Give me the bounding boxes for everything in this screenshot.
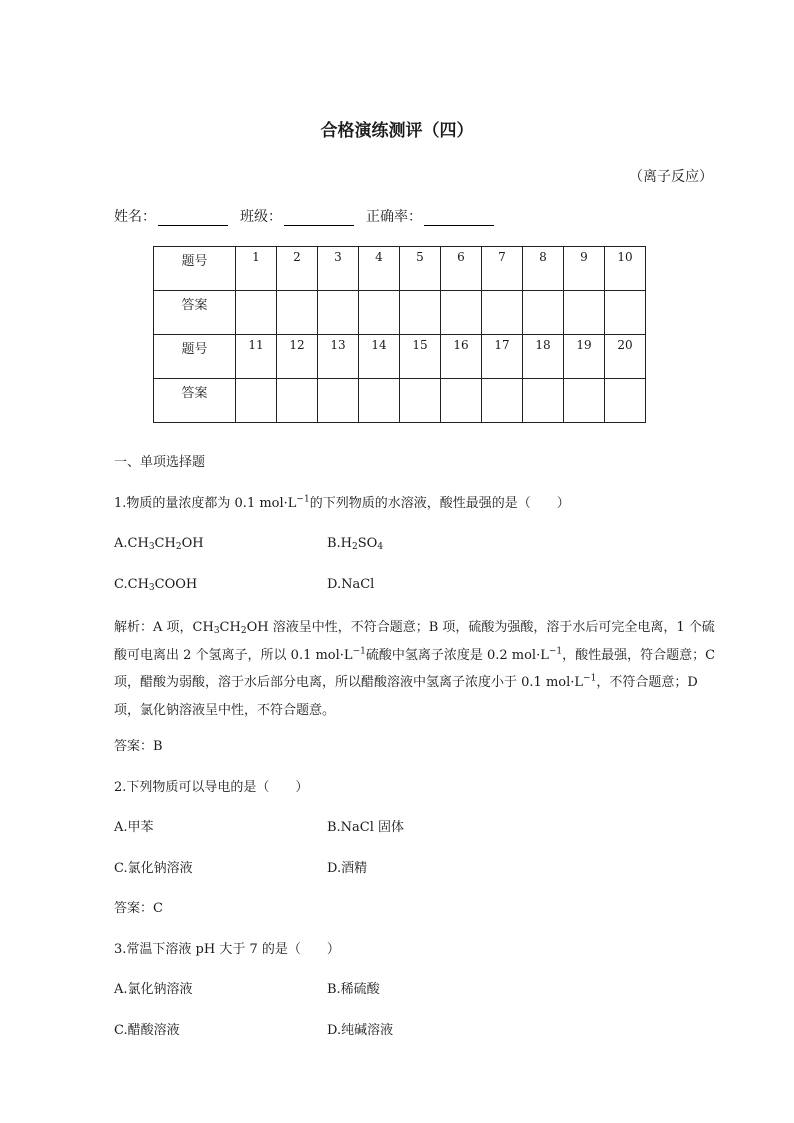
- q3-option-a[interactable]: A.氯化钠溶液: [114, 982, 193, 997]
- q1-expl-text-2: CH: [219, 620, 241, 635]
- answer-cell[interactable]: [400, 291, 441, 335]
- answer-cell[interactable]: [400, 379, 441, 423]
- question-number: 16: [441, 335, 482, 379]
- answer-cell[interactable]: [564, 291, 605, 335]
- answer-cell[interactable]: [523, 379, 564, 423]
- answer-cell[interactable]: [359, 291, 400, 335]
- q1-opt-b-text: B.H: [327, 536, 353, 551]
- q1-expl-text-5: ，酸性最强，符合题意；C 项，醋酸为弱酸，溶于水后部分电离，所以醋酸溶液中氢离子浓度小于 0.1 mol·L: [114, 647, 716, 690]
- question-number: 13: [318, 335, 359, 379]
- question-number: 11: [236, 335, 277, 379]
- question-number: 10: [605, 247, 646, 291]
- q1-expl-sub: 3: [213, 626, 220, 636]
- answer-cell[interactable]: [482, 291, 523, 335]
- answer-cell[interactable]: [236, 291, 277, 335]
- answer-cell[interactable]: [605, 379, 646, 423]
- q1-stem-text-2: 的下列物质的水溶液，酸性最强的是（ ）: [309, 495, 570, 511]
- question-number: 3: [318, 247, 359, 291]
- q1-option-a[interactable]: [114, 533, 327, 574]
- q2-option-d[interactable]: D.酒精: [327, 860, 368, 876]
- question-1-options-row-2: [114, 574, 718, 615]
- answer-cell[interactable]: [277, 291, 318, 335]
- answer-cell[interactable]: [318, 379, 359, 423]
- number-row-2: [154, 335, 646, 379]
- question-2-stem: 2.下列物质可以导电的是（ ）: [114, 779, 309, 795]
- row-label-answer: 答案: [154, 379, 236, 423]
- q1-opt-a-sub: 3: [148, 542, 155, 552]
- question-3-options-row-2: [114, 1020, 718, 1061]
- q1-opt-c-text: C.CH: [114, 576, 149, 592]
- answer-cell[interactable]: [564, 379, 605, 423]
- q1-option-d[interactable]: D.NaCl: [327, 576, 375, 592]
- q1-stem-text: 1.物质的量浓度都为 0.1 mol·L: [114, 495, 297, 511]
- question-number: 19: [564, 335, 605, 379]
- q2-option-c[interactable]: C.氯化钠溶液: [114, 860, 193, 876]
- q1-opt-a-text-3: OH: [181, 536, 204, 551]
- question-number: 15: [400, 335, 441, 379]
- question-number: 9: [564, 247, 605, 291]
- answer-cell[interactable]: [441, 291, 482, 335]
- question-number: 6: [441, 247, 482, 291]
- q3-option-d[interactable]: D.纯碱溶液: [327, 1022, 394, 1038]
- answer-row-1: [154, 291, 646, 335]
- q1-expl-text-6: ，不符合题意；D 项，氯化钠溶液呈中性，不符合题意。: [114, 675, 698, 718]
- accuracy-blank: [424, 209, 494, 226]
- row-label-number: 题号: [154, 335, 236, 379]
- question-number: 4: [359, 247, 400, 291]
- question-1-stem: [114, 493, 718, 534]
- q1-opt-a-text-2: CH: [154, 536, 176, 551]
- q1-option-c[interactable]: [114, 574, 327, 615]
- q1-stem-sup: −1: [296, 494, 310, 505]
- answer-cell[interactable]: [482, 379, 523, 423]
- answer-cell[interactable]: [277, 379, 318, 423]
- student-info: [114, 206, 506, 226]
- q1-expl-sup-2: −1: [548, 646, 563, 657]
- question-number: 14: [359, 335, 400, 379]
- question-number: 7: [482, 247, 523, 291]
- question-number: 5: [400, 247, 441, 291]
- accuracy-label: 正确率：: [366, 209, 422, 225]
- q3-option-c[interactable]: C.醋酸溶液: [114, 1022, 180, 1038]
- q1-expl-sub-2: 2: [240, 626, 247, 636]
- question-3-options-row-1: [114, 979, 718, 1020]
- q1-opt-a-text: A.CH: [114, 536, 149, 551]
- answer-cell[interactable]: [236, 379, 277, 423]
- q1-expl-sup-3: −1: [583, 673, 597, 684]
- row-label-answer: 答案: [154, 291, 236, 335]
- q2-option-a[interactable]: A.甲苯: [114, 820, 154, 835]
- q1-opt-b-sub: 2: [352, 542, 358, 552]
- answer-table: [153, 246, 646, 423]
- question-2-answer: 答案：C: [114, 901, 163, 916]
- question-1-options-row-1: [114, 533, 718, 574]
- class-label: 班级：: [240, 209, 282, 225]
- name-blank: [158, 209, 228, 226]
- answer-cell[interactable]: [359, 379, 400, 423]
- question-number: 8: [523, 247, 564, 291]
- question-1-explanation: [114, 614, 718, 736]
- answer-cell[interactable]: [318, 291, 359, 335]
- question-number: 2: [277, 247, 318, 291]
- q1-expl-text-4: 硫酸中氢离子浓度是 0.2 mol·L: [365, 647, 549, 663]
- question-2-options-row-1: [114, 817, 718, 858]
- page-subtitle: （离子反应）: [629, 169, 713, 185]
- q1-expl-sup: −1: [352, 646, 366, 657]
- accuracy-field: [366, 206, 494, 226]
- questions-section: [114, 452, 718, 1060]
- question-number: 20: [605, 335, 646, 379]
- section-title: 一、单项选择题: [114, 455, 206, 470]
- class-blank: [284, 209, 354, 226]
- answer-cell[interactable]: [523, 291, 564, 335]
- answer-cell[interactable]: [605, 291, 646, 335]
- name-label: 姓名：: [114, 209, 156, 225]
- question-number: 12: [277, 335, 318, 379]
- class-field: [240, 206, 354, 226]
- q1-opt-b-text-2: SO: [357, 536, 378, 551]
- question-2-options-row-2: [114, 858, 718, 899]
- q3-option-b[interactable]: B.稀硫酸: [327, 982, 380, 997]
- q1-option-b[interactable]: [327, 533, 540, 574]
- answer-cell[interactable]: [441, 379, 482, 423]
- q1-opt-b-sub-2: 4: [377, 542, 384, 552]
- question-1-answer: 答案：B: [114, 739, 163, 754]
- q1-opt-c-sub: 3: [148, 582, 155, 593]
- question-3-stem: 3.常温下溶液 pH 大于 7 的是（ ）: [114, 941, 340, 957]
- question-number: 17: [482, 335, 523, 379]
- q1-opt-a-sub-2: 2: [175, 542, 182, 552]
- answer-row-2: [154, 379, 646, 423]
- q1-opt-c-text-2: COOH: [154, 576, 198, 592]
- row-label-number: 题号: [154, 247, 236, 291]
- q1-expl-text-3: OH 溶液呈中性，不符合题意；B 项，硫酸为强酸，溶于水后可完全电离，1 个硫酸可电离出 2 个氢离子，所以 0.1 mol·L: [114, 620, 715, 663]
- number-row-1: [154, 247, 646, 291]
- q1-expl-text: 解析：A 项，CH: [114, 620, 214, 635]
- name-field: [114, 206, 228, 226]
- question-number: 1: [236, 247, 277, 291]
- page-title: 合格演练测评（四）: [320, 121, 474, 141]
- question-number: 18: [523, 335, 564, 379]
- q2-option-b[interactable]: B.NaCl 固体: [327, 820, 405, 835]
